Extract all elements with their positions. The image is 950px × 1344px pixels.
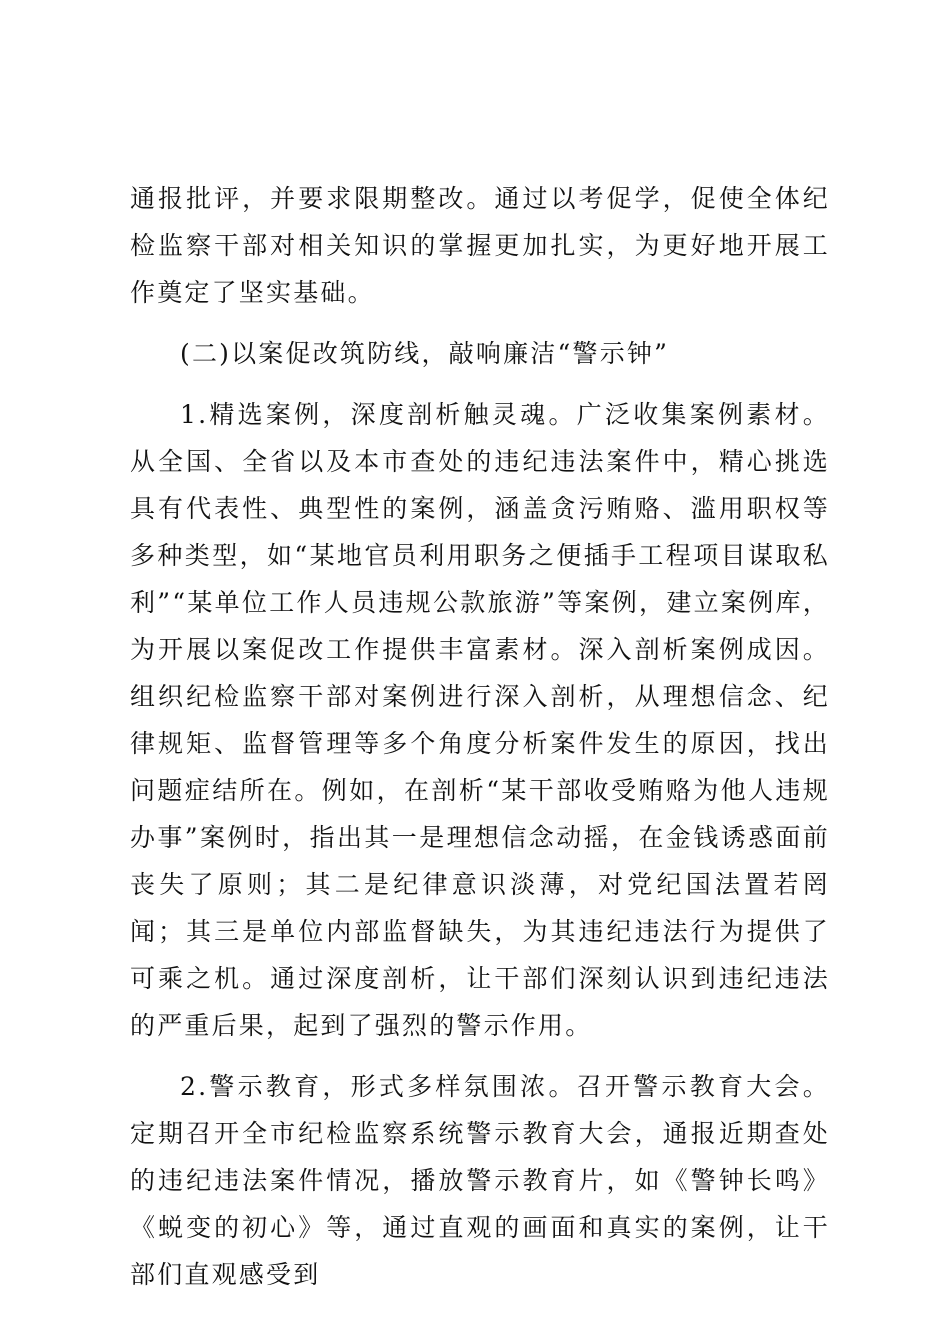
paragraph-case-selection: 1.精选案例，深度剖析触灵魂。广泛收集案例素材。从全国、全省以及本市查处的违纪违法案件中，精心挑选具有代表性、典型性的案例，涵盖贪污贿赂、滥用职权等多种类型，如“某地官员利用职务之便插手工程项目谋取私利”“某单位工作人员违规公款旅游”等案例，建立案例库，为开展以案促改工作提供丰富素材。深入剖析案例成因。组织纪检监察干部对案例进行深入剖析，从理想信念、纪律规矩、监督管理等多个角度分析案件发生的原因，找出问题症结所在。例如，在剖析“某干部收受贿赂为他人违规办事”案例时，指出其一是理想信念动摇，在金钱诱惑面前丧失了原则；其二是纪律意识淡薄，对党纪国法置若罔闻；其三是单位内部监督缺失，为其违纪违法行为提供了可乘之机。通过深度剖析，让干部们深刻认识到违纪违法的严重后果，起到了强烈的警示作用。 xyxy=(130,400,830,1040)
section-heading: (二)以案促改筑防线，敲响廉洁“警示钟” xyxy=(180,339,670,368)
document-page xyxy=(130,175,830,1298)
paragraph-continuation: 通报批评，并要求限期整改。通过以考促学，促使全体纪检监察干部对相关知识的掌握更加扎实，为更好地开展工作奠定了坚实基础。 xyxy=(130,184,830,307)
paragraph-warning-education: 2.警示教育，形式多样氛围浓。召开警示教育大会。定期召开全市纪检监察系统警示教育大会，通报近期查处的违纪违法案件情况，播放警示教育片，如《警钟长鸣》《蜕变的初心》等，通过直观的画面和真实的案例，让干部们直观感受到 xyxy=(130,1072,830,1289)
